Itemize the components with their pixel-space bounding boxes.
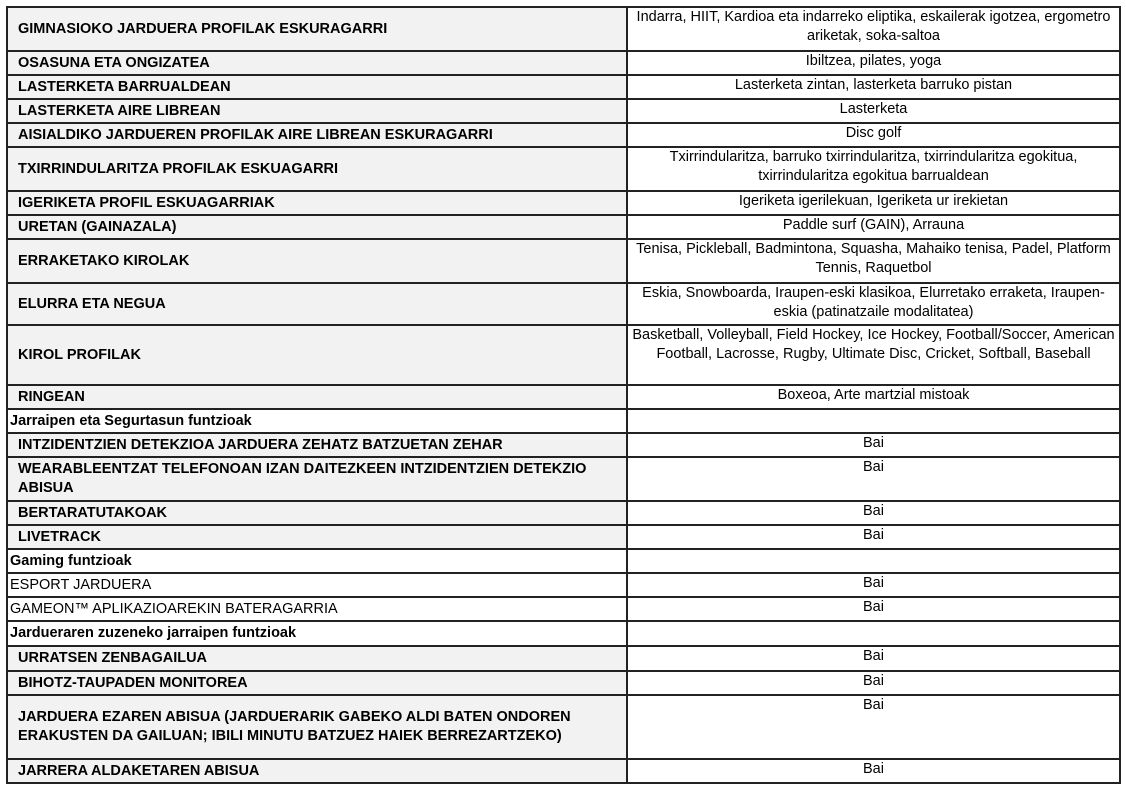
feature-label: BIHOTZ-TAUPADEN MONITOREA [7,671,627,695]
section-header-row [7,621,1120,646]
feature-value: Bai [627,759,1120,783]
feature-label: AISIALDIKO JARDUEREN PROFILAK AIRE LIBREAN ESKURAGARRI [7,123,627,147]
section-header-row [7,409,1120,433]
feature-value [627,621,1120,646]
table-row [7,646,1120,671]
table-row [7,501,1120,525]
feature-label: BERTARATUTAKOAK [7,501,627,525]
table-row [7,433,1120,457]
feature-value: Txirrindularitza, barruko txirrindularitza, txirrindularitza egokitua, txirrindularitza egokitua barrualdean [627,147,1120,191]
feature-label: TXIRRINDULARITZA PROFILAK ESKUAGARRI [7,147,627,191]
feature-label: WEARABLEENTZAT TELEFONOAN IZAN DAITEZKEEN INTZIDENTZIEN DETEKZIO ABISUA [7,457,627,501]
feature-value: Bai [627,695,1120,759]
table-row [7,215,1120,239]
table-row [7,191,1120,215]
feature-value: Boxeoa, Arte martzial mistoak [627,385,1120,409]
table-row [7,573,1120,597]
section-title: Jardueraren zuzeneko jarraipen funtzioak [7,621,627,646]
feature-value: Bai [627,525,1120,549]
table-row [7,671,1120,695]
feature-value: Indarra, HIIT, Kardioa eta indarreko eliptika, eskailerak igotzea, ergometro ariketak, soka-saltoa [627,7,1120,51]
table-row [7,7,1120,51]
table-row [7,325,1120,385]
feature-label: IGERIKETA PROFIL ESKUAGARRIAK [7,191,627,215]
feature-value: Paddle surf (GAIN), Arrauna [627,215,1120,239]
feature-label: GAMEON™ APLIKAZIOAREKIN BATERAGARRIA [7,597,627,621]
table-row [7,525,1120,549]
table-row [7,239,1120,283]
feature-value: Tenisa, Pickleball, Badmintona, Squasha, Mahaiko tenisa, Padel, Platform Tennis, Raquetbol [627,239,1120,283]
feature-label: ESPORT JARDUERA [7,573,627,597]
feature-label: ELURRA ETA NEGUA [7,283,627,325]
feature-value: Bai [627,501,1120,525]
feature-value: Bai [627,646,1120,671]
feature-value: Lasterketa zintan, lasterketa barruko pistan [627,75,1120,99]
feature-value: Bai [627,573,1120,597]
table-row [7,695,1120,759]
table-row [7,123,1120,147]
section-title: Jarraipen eta Segurtasun funtzioak [7,409,627,433]
feature-label: GIMNASIOKO JARDUERA PROFILAK ESKURAGARRI [7,7,627,51]
feature-value: Bai [627,457,1120,501]
feature-value: Disc golf [627,123,1120,147]
feature-label: URRATSEN ZENBAGAILUA [7,646,627,671]
features-table [6,6,1121,784]
feature-label: JARRERA ALDAKETAREN ABISUA [7,759,627,783]
feature-label: RINGEAN [7,385,627,409]
feature-label: LASTERKETA BARRUALDEAN [7,75,627,99]
feature-value: Igeriketa igerilekuan, Igeriketa ur irekietan [627,191,1120,215]
table-row [7,75,1120,99]
feature-label: JARDUERA EZAREN ABISUA (JARDUERARIK GABEKO ALDI BATEN ONDOREN ERAKUSTEN DA GAILUAN; IBILI MINUTU BATZUEZ HAIEK BERREZARTZEKO) [7,695,627,759]
feature-label: URETAN (GAINAZALA) [7,215,627,239]
feature-label: OSASUNA ETA ONGIZATEA [7,51,627,75]
section-header-row [7,549,1120,573]
table-row [7,597,1120,621]
feature-value [627,549,1120,573]
section-title: Gaming funtzioak [7,549,627,573]
table-row [7,147,1120,191]
feature-value: Ibiltzea, pilates, yoga [627,51,1120,75]
feature-label: LASTERKETA AIRE LIBREAN [7,99,627,123]
table-row [7,385,1120,409]
table-row [7,759,1120,783]
table-row [7,283,1120,325]
feature-label: INTZIDENTZIEN DETEKZIOA JARDUERA ZEHATZ BATZUETAN ZEHAR [7,433,627,457]
feature-value [627,409,1120,433]
feature-value: Basketball, Volleyball, Field Hockey, Ice Hockey, Football/Soccer, American Football, Lacrosse, Rugby, Ultimate Disc, Cricket, Softball, Baseball [627,325,1120,385]
table-row [7,457,1120,501]
table-row [7,51,1120,75]
feature-label: ERRAKETAKO KIROLAK [7,239,627,283]
feature-value: Lasterketa [627,99,1120,123]
feature-value: Bai [627,597,1120,621]
table-row [7,99,1120,123]
feature-label: LIVETRACK [7,525,627,549]
feature-value: Eskia, Snowboarda, Iraupen-eski klasikoa, Elurretako erraketa, Iraupen-eskia (patinatzaile modalitatea) [627,283,1120,325]
feature-label: KIROL PROFILAK [7,325,627,385]
feature-value: Bai [627,671,1120,695]
feature-value: Bai [627,433,1120,457]
